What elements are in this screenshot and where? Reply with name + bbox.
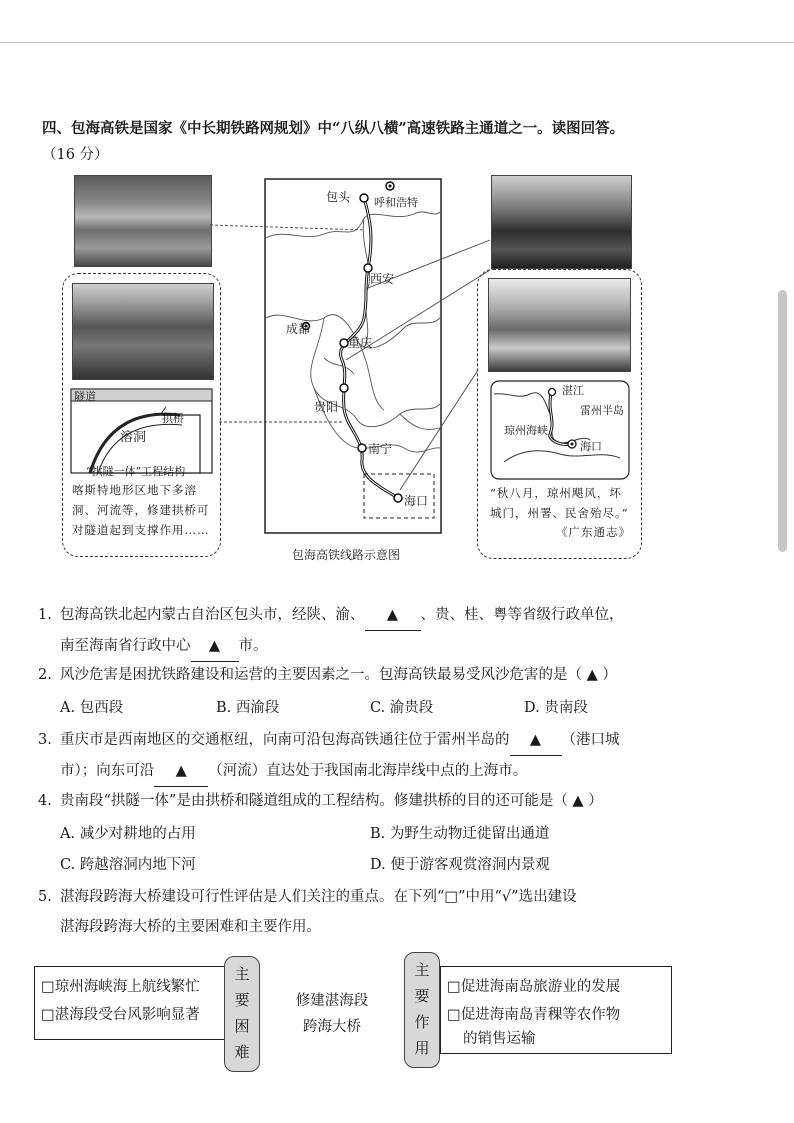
city-chengdu: 成都 [286, 322, 311, 336]
connector-lines [0, 170, 794, 570]
bridge-photo [491, 175, 632, 269]
difficulty-box [34, 966, 230, 1040]
harbor-photo [488, 278, 631, 372]
question-3: 3. 重庆市是西南地区的交通枢纽，向南可沿包海高铁通往位于雷州半岛的 ▲ （港口城 市）；向东可沿 ▲ （河流）直达处于我国南北海岸线中点的上海市。 [38, 725, 758, 787]
question-2: 2. 风沙危害是困扰铁路建设和运营的主要因素之一。包海高铁最易受风沙危害的是（ ▲ ） [38, 667, 617, 683]
q4-option-b[interactable]: B. 为野生动物迁徙留出通道 [370, 826, 550, 842]
leizhou-label: 雷州半岛 [580, 404, 624, 417]
tunnel-label: 隧道 [74, 390, 96, 403]
function-label: 主 要 作 用 [404, 952, 440, 1068]
difficulty-option-1[interactable]: □琼州海峡海上航线繁忙 [41, 979, 200, 995]
city-chongqing: 重庆 [348, 336, 373, 350]
history-quote: “秋八月，琼州飓风，坏城门，州署、民舍殆尽。” [490, 486, 629, 520]
city-baotou: 包头 [326, 190, 351, 204]
structure-caption: “拱隧一体”工程结构 [86, 465, 186, 478]
q4-option-a[interactable]: A. 减少对耕地的占用 [60, 826, 196, 842]
q3-blank-1[interactable]: ▲ [510, 725, 562, 756]
q2-option-b[interactable]: B. 西渝段 [216, 700, 280, 716]
q1-blank-1[interactable]: ▲ [365, 600, 421, 631]
question-1: 1. 包海高铁北起内蒙古自治区包头市，经陕、渝、 ▲ 、贵、桂、粤等省级行政单位， 南至海南省行政中心 ▲ 市。 [38, 600, 758, 662]
arch-label: 拱桥 [162, 412, 184, 425]
cave-label: 溶洞 [120, 430, 147, 445]
figure [0, 170, 794, 570]
page-top-divider [0, 42, 794, 43]
function-box [440, 966, 672, 1054]
city-hohhot: 呼和浩特 [374, 196, 418, 209]
city-xian: 西安 [370, 272, 395, 286]
function-option-2[interactable]: □促进海南岛青稞等农作物 [447, 1007, 621, 1023]
strait-map [490, 380, 630, 480]
q3-blank-2[interactable]: ▲ [154, 756, 208, 787]
map-caption: 包海高铁线路示意图 [292, 548, 401, 562]
quote-source: 《广东通志》 [556, 525, 631, 539]
city-haikou: 海口 [404, 494, 429, 508]
difficulty-label: 主 要 困 难 [224, 956, 260, 1072]
q4-option-c[interactable]: C. 跨越溶洞内地下河 [60, 857, 196, 873]
haikou-label: 海口 [580, 440, 602, 453]
city-guiyang: 贵阳 [314, 400, 339, 414]
q1-blank-2[interactable]: ▲ [191, 631, 239, 662]
question-header: 四、包海高铁是国家《中长期铁路网规划》中“八纵八横”高速铁路主通道之一。读图回答。 （16 分） [42, 120, 625, 163]
q4-option-d[interactable]: D. 便于游客观赏溶洞内景观 [370, 857, 550, 873]
city-nanning: 南宁 [368, 442, 393, 456]
question-5: 5. 湛海段跨海大桥建设可行性评估是人们关注的重点。在下列“□”中用“√”选出建设 湛海段跨海大桥的主要困难和主要作用。 [38, 889, 577, 935]
strait-label: 琼州海峡 [504, 424, 548, 437]
q2-option-c[interactable]: C. 渝贵段 [370, 700, 434, 716]
function-option-1[interactable]: □促进海南岛旅游业的发展 [447, 979, 621, 995]
q2-option-d[interactable]: D. 贵南段 [524, 700, 588, 716]
difficulty-option-2[interactable]: □湛海段受台风影响显著 [41, 1007, 200, 1023]
question-4: 4. 贵南段“拱隧一体”是由拱桥和隧道组成的工程结构。修建拱桥的目的还可能是（ ▲ ） [38, 793, 603, 809]
zhanjiang-label: 湛江 [562, 384, 584, 397]
center-topic: 修建湛海段 跨海大桥 [295, 993, 369, 1035]
karst-note: 喀斯特地形区地下多溶洞、河流等，修建拱桥可对隧道起到支撑作用…… [72, 483, 210, 537]
q2-option-a[interactable]: A. 包西段 [60, 700, 124, 716]
function-option-2-cont: 的销售运输 [463, 1031, 536, 1047]
